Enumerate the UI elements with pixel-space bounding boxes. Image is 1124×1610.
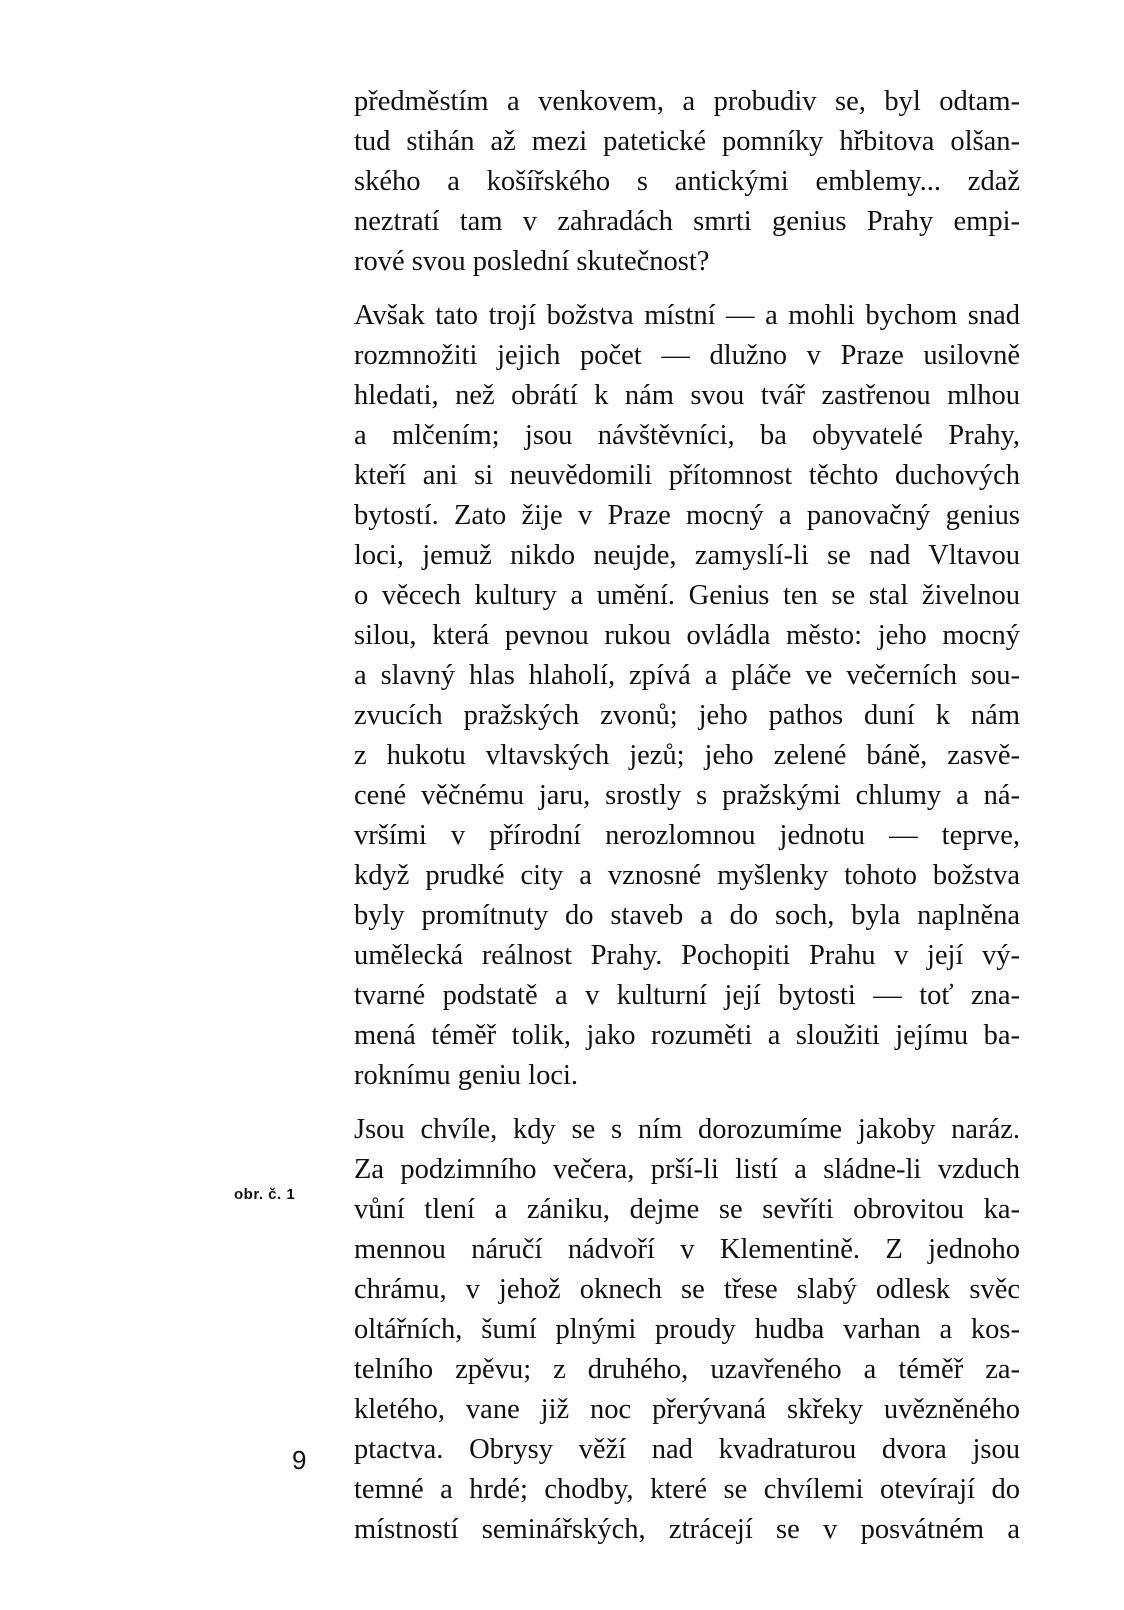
text-line: o věcech kultury a umění. Genius ten se stal živelnou xyxy=(354,580,1020,611)
text-line: a slavný hlas hlaholí, zpívá a pláče ve večerních sou- xyxy=(354,660,1020,691)
text-line: temné a hrdé; chodby, které se chvílemi otevírají do xyxy=(354,1474,1020,1505)
text-line: a mlčením; jsou návštěvníci, ba obyvatelé Prahy, xyxy=(354,420,1020,451)
text-line: cené věčnému jaru, srostly s pražskými chlumy a ná- xyxy=(354,780,1020,811)
text-line: mennou náručí nádvoří v Klementině. Z jednoho xyxy=(354,1234,1020,1265)
text-line: byly promítnuty do staveb a do soch, byla naplněna xyxy=(354,900,1020,931)
text-line: vršími v přírodní nerozlomnou jednotu — teprve, xyxy=(354,820,1020,851)
page-number: 9 xyxy=(292,1445,307,1475)
text-line: z hukotu vltavských jezů; jeho zelené báně, zasvě- xyxy=(354,740,1020,771)
text-line: tud stihán až mezi patetické pomníky hřbitova olšan- xyxy=(354,126,1020,157)
text-line: umělecká reálnost Prahy. Pochopiti Prahu v její vý- xyxy=(354,940,1020,971)
text-line: telního zpěvu; z druhého, uzavřeného a téměř za- xyxy=(354,1354,1020,1385)
text-line: tvarné podstatě a v kulturní její bytosti — toť zna- xyxy=(354,980,1020,1011)
text-line: silou, která pevnou rukou ovládla město: jeho mocný xyxy=(354,620,1020,651)
text-line: Avšak tato trojí božstva místní — a mohli bychom snad xyxy=(354,300,1020,331)
text-line: zvucích pražských zvonů; jeho pathos duní k nám xyxy=(354,700,1020,731)
paragraph-gap xyxy=(354,282,1020,296)
text-line: předměstím a venkovem, a probudiv se, byl odtam- xyxy=(354,86,1020,117)
text-line: vůní tlení a zániku, dejme se sevříti obrovitou ka- xyxy=(354,1194,1020,1225)
text-line: kletého, vane již noc přerývaná skřeky uvězněného xyxy=(354,1394,1020,1425)
text-line: neztratí tam v zahradách smrti genius Prahy empi- xyxy=(354,206,1020,237)
text-line: oltářních, šumí plnými proudy hudba varhan a kos- xyxy=(354,1314,1020,1345)
text-line: hledati, než obrátí k nám svou tvář zastřenou mlhou xyxy=(354,380,1020,411)
text-line: když prudké city a vznosné myšlenky tohoto božstva xyxy=(354,860,1020,891)
figure-reference-note: obr. č. 1 xyxy=(234,1186,296,1203)
paragraph-1 xyxy=(354,82,1020,282)
text-line: bytostí. Zato žije v Praze mocný a panovačný genius xyxy=(354,500,1020,531)
paragraph-2 xyxy=(354,296,1020,1096)
text-line: rové svou poslední skutečnost? xyxy=(354,246,710,277)
text-line: místností seminářských, ztrácejí se v posvátném a xyxy=(354,1514,1020,1545)
text-line: Za podzimního večera, prší-li listí a sládne-li vzduch xyxy=(354,1154,1020,1185)
text-line: rozmnožiti jejich počet — dlužno v Praze usilovně xyxy=(354,340,1020,371)
paragraph-3 xyxy=(354,1110,1020,1550)
paragraph-gap xyxy=(354,1096,1020,1110)
text-line: Jsou chvíle, kdy se s ním dorozumíme jakoby naráz. xyxy=(354,1114,1020,1145)
text-line: mená téměř tolik, jako rozuměti a sloužiti jejímu ba- xyxy=(354,1020,1020,1051)
text-line: loci, jemuž nikdo neujde, zamyslí-li se nad Vltavou xyxy=(354,540,1020,571)
text-line: chrámu, v jehož oknech se třese slabý odlesk svěc xyxy=(354,1274,1020,1305)
text-line: kteří ani si neuvědomili přítomnost těchto duchových xyxy=(354,460,1020,491)
text-column xyxy=(354,82,1020,1550)
text-line: roknímu geniu loci. xyxy=(354,1060,579,1091)
text-line: ptactva. Obrysy věží nad kvadraturou dvora jsou xyxy=(354,1434,1020,1465)
text-line: ského a košířského s antickými emblemy... zdaž xyxy=(354,166,1020,197)
